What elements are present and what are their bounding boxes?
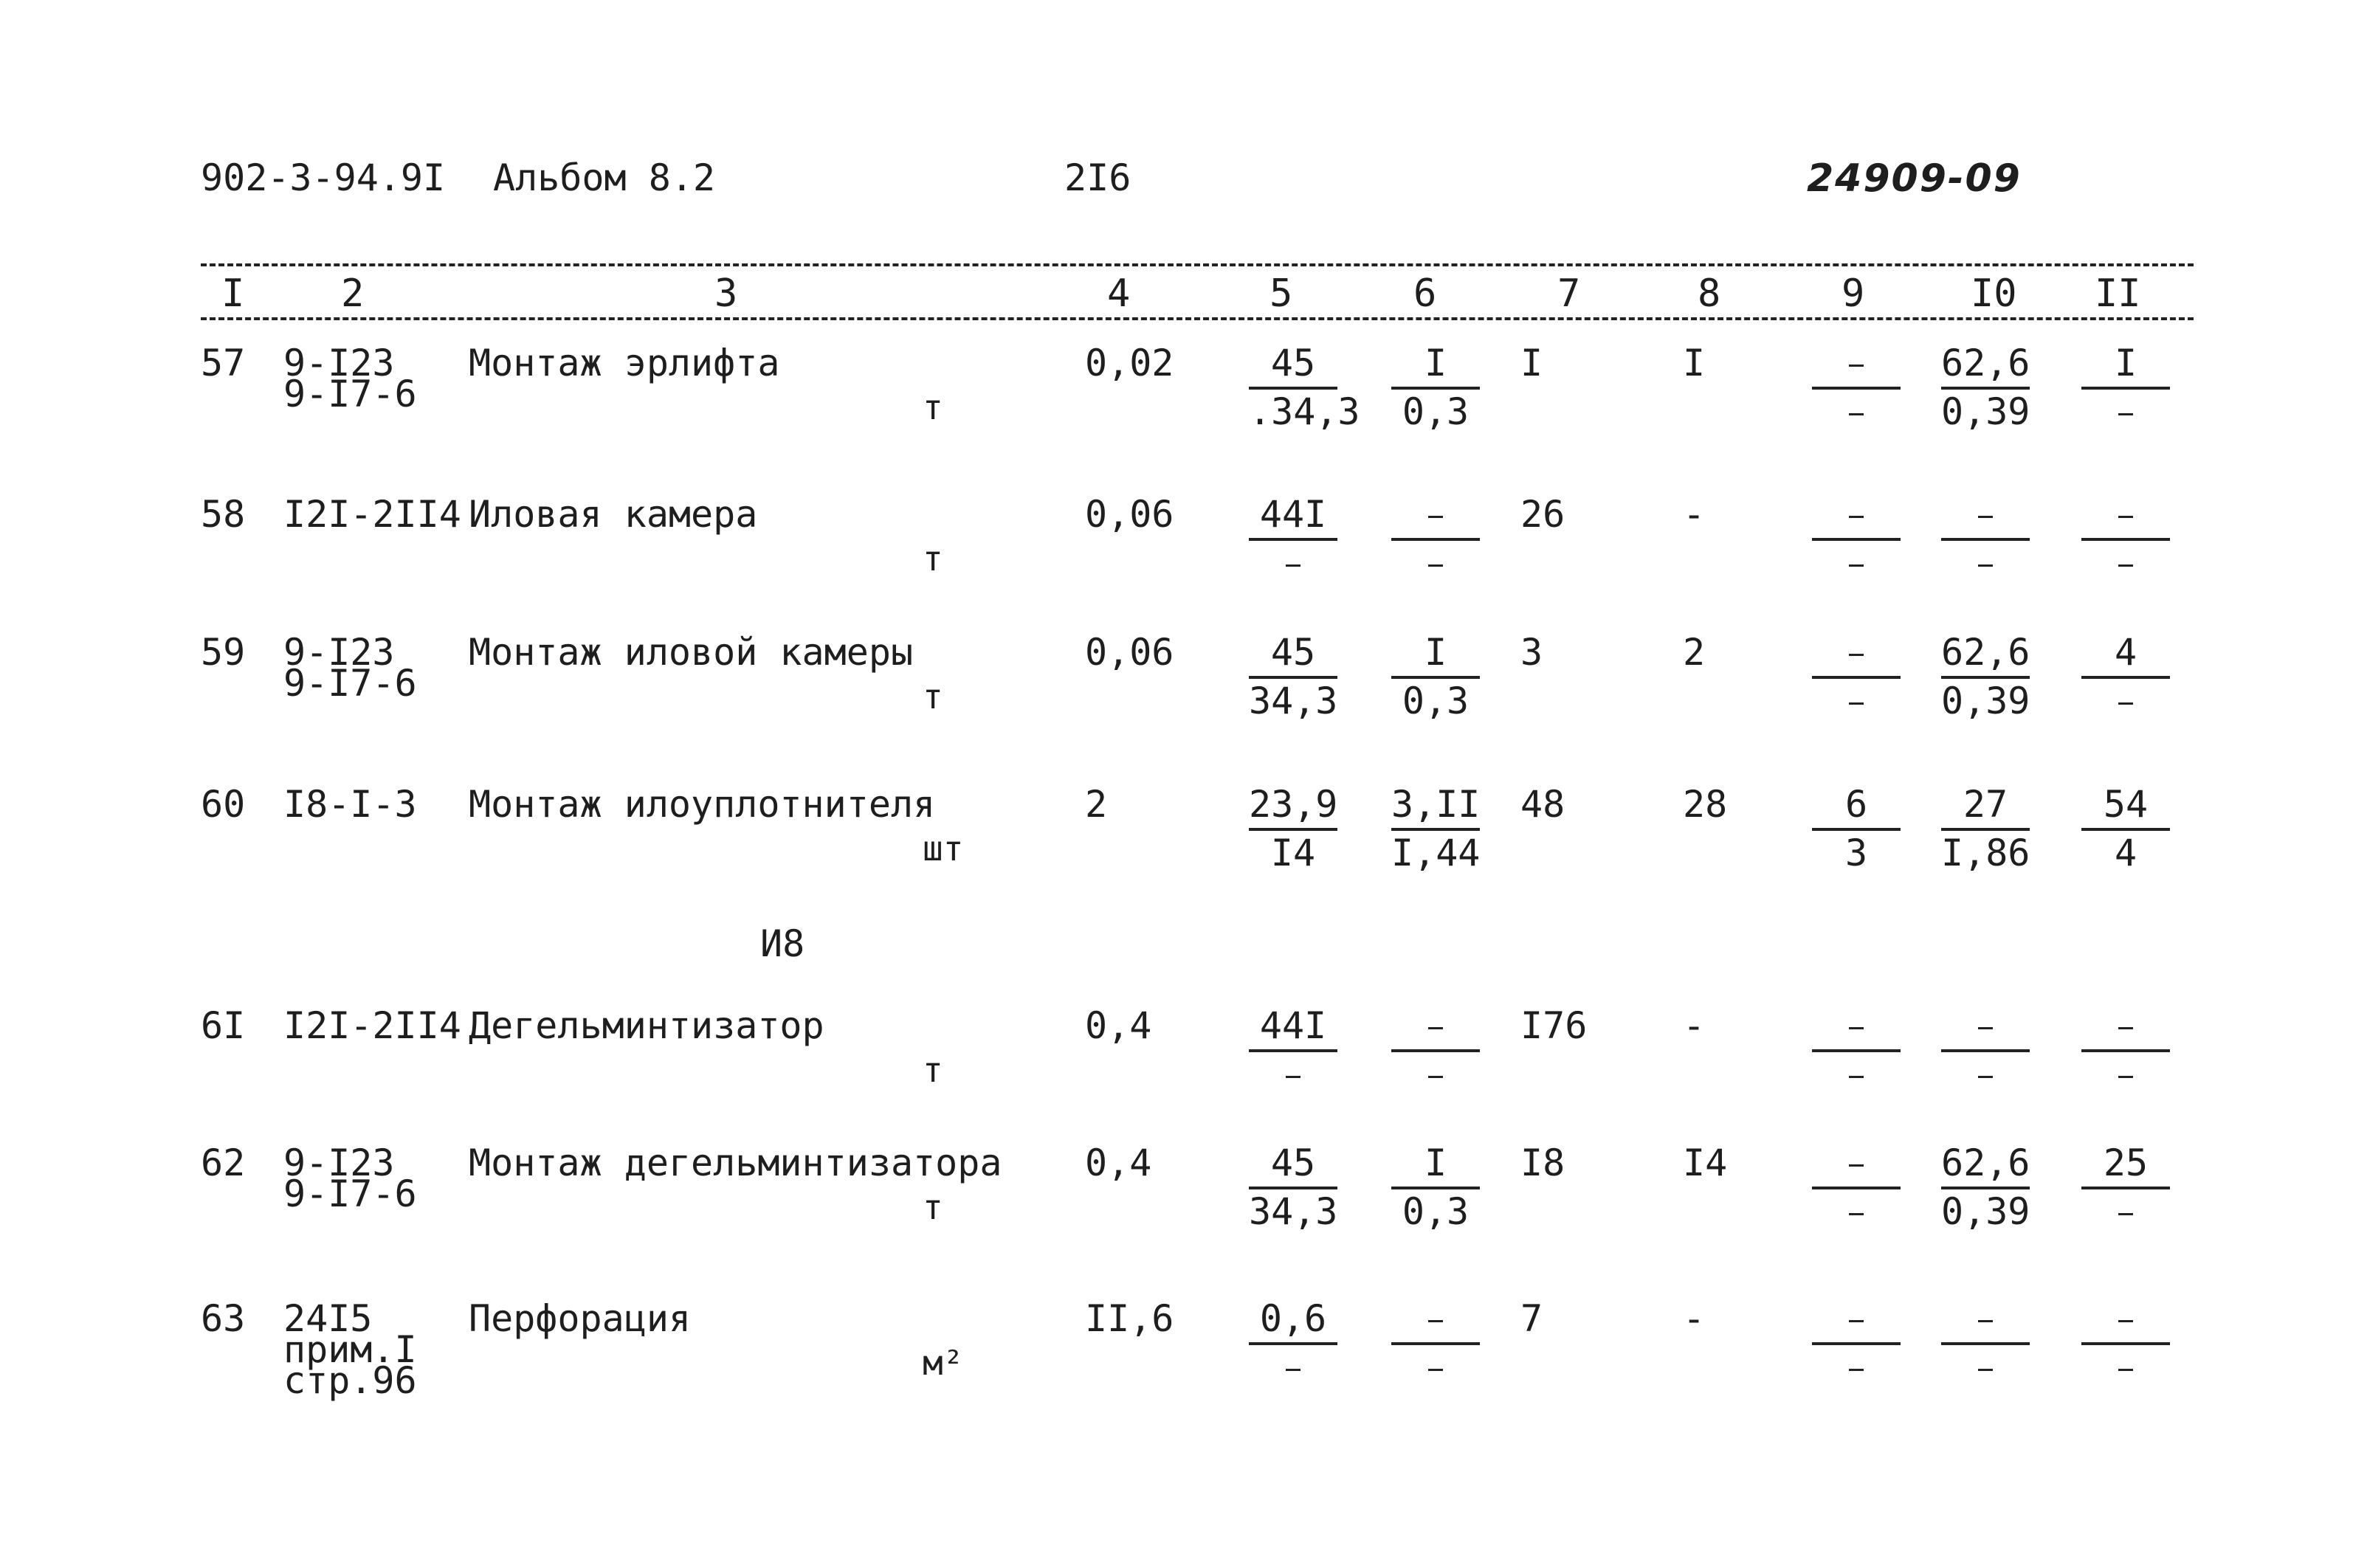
fraction-denominator: 0,3 — [1402, 680, 1470, 722]
dash-mark — [2118, 1213, 2133, 1215]
cell-col5 — [1249, 492, 1337, 585]
fraction-numerator: 27 — [1941, 782, 2030, 831]
row-code: 9-I23 — [283, 1142, 395, 1184]
dash-mark — [1849, 1369, 1864, 1371]
dash-mark — [1978, 1027, 1993, 1029]
cell-col8: I4 — [1683, 1142, 1728, 1184]
fraction-numerator: 0,6 — [1249, 1296, 1337, 1345]
dash-mark — [1849, 1213, 1864, 1215]
fraction-numerator: 45 — [1249, 341, 1337, 390]
fraction-denominator — [1249, 1345, 1337, 1389]
col-header-7: 7 — [1557, 272, 1581, 316]
cell-col8: - — [1683, 493, 1706, 536]
col-header-2: 2 — [341, 272, 365, 316]
cell-col6 — [1391, 630, 1480, 723]
fraction-denominator: I,44 — [1391, 832, 1481, 874]
fraction-numerator — [1941, 492, 2030, 541]
row-quantity: 0,06 — [1085, 493, 1174, 536]
cell-col10 — [1941, 1296, 2030, 1389]
fraction-denominator: 34,3 — [1249, 680, 1338, 722]
cell-col11 — [2081, 492, 2170, 585]
fraction-numerator: 44I — [1249, 492, 1337, 541]
fraction-numerator: 54 — [2081, 782, 2170, 831]
fraction-numerator: 45 — [1249, 1141, 1337, 1189]
dash-mark — [2118, 516, 2133, 518]
row-quantity: 2 — [1085, 783, 1108, 826]
cell-col9 — [1812, 341, 1901, 434]
cell-col9 — [1812, 630, 1901, 723]
row-name: Дегельминтизатор — [469, 1004, 824, 1047]
document-code: 902-3-94.9I — [201, 156, 446, 199]
fraction-denominator — [1812, 1345, 1901, 1389]
cell-col5 — [1249, 1296, 1337, 1389]
fraction-denominator: 0,3 — [1402, 1190, 1470, 1233]
fraction-numerator: 25 — [2081, 1141, 2170, 1189]
row-quantity: 0,02 — [1085, 342, 1174, 384]
fraction-numerator — [2081, 492, 2170, 541]
fraction-numerator: I — [2081, 341, 2170, 390]
row-number: 58 — [201, 493, 246, 536]
cell-col9 — [1812, 1004, 1901, 1096]
fraction-denominator: I,86 — [1941, 832, 2030, 874]
fraction-denominator — [1812, 1052, 1901, 1096]
cell-col6 — [1391, 1004, 1480, 1096]
fraction-denominator: 0,39 — [1941, 390, 2030, 433]
dash-mark — [1428, 1369, 1443, 1371]
cell-col11 — [2081, 1141, 2170, 1234]
col-header-11: II — [2095, 272, 2141, 316]
row-code: 9-I7-6 — [283, 662, 417, 705]
row-unit: шт — [923, 829, 964, 868]
col-header-8: 8 — [1698, 272, 1721, 316]
dash-mark — [1978, 1076, 1993, 1078]
fraction-numerator: 23,9 — [1249, 782, 1337, 831]
fraction-denominator: .34,3 — [1249, 390, 1360, 433]
dash-mark — [1286, 1076, 1300, 1078]
fraction-denominator — [1941, 1052, 2030, 1096]
row-code: I8-I-3 — [283, 783, 417, 826]
cell-col10 — [1941, 782, 2030, 875]
row-code: 9-I7-6 — [283, 373, 417, 415]
row-quantity: 0,4 — [1085, 1004, 1152, 1047]
cell-col8: I — [1683, 342, 1706, 384]
row-unit: т — [923, 539, 943, 578]
fraction-denominator — [1941, 541, 2030, 585]
fraction-denominator — [1391, 541, 1480, 585]
row-code: 9-I23 — [283, 342, 395, 384]
fraction-denominator — [2081, 679, 2170, 723]
row-quantity: 0,4 — [1085, 1142, 1152, 1184]
cell-col6 — [1391, 492, 1480, 585]
col-header-4: 4 — [1107, 272, 1131, 316]
fraction-denominator — [1249, 1052, 1337, 1096]
cell-col8: - — [1683, 1297, 1706, 1340]
fraction-denominator — [1249, 541, 1337, 585]
row-code: 9-I7-6 — [283, 1172, 417, 1215]
row-code: I2I-2II4 — [283, 1004, 461, 1047]
dash-mark — [1849, 1164, 1864, 1167]
fraction-numerator — [2081, 1004, 2170, 1052]
cell-col6 — [1391, 1296, 1480, 1389]
dash-mark — [1849, 516, 1864, 518]
cell-col11 — [2081, 630, 2170, 723]
cell-col5 — [1249, 1141, 1337, 1234]
row-quantity: II,6 — [1085, 1297, 1174, 1340]
dash-mark — [1849, 413, 1864, 415]
col-header-5: 5 — [1269, 272, 1293, 316]
fraction-denominator — [2081, 1052, 2170, 1096]
row-unit: т — [923, 677, 943, 716]
fraction-denominator: 0,3 — [1402, 390, 1470, 433]
cell-col5 — [1249, 1004, 1337, 1096]
row-code: I2I-2II4 — [283, 493, 461, 536]
dash-mark — [1428, 1076, 1443, 1078]
cell-col11 — [2081, 341, 2170, 434]
fraction-denominator: 0,39 — [1941, 680, 2030, 722]
fraction-denominator — [2081, 1189, 2170, 1234]
row-number: 62 — [201, 1142, 246, 1184]
dash-mark — [1849, 1027, 1864, 1029]
cell-col9 — [1812, 1296, 1901, 1389]
cell-col7: 48 — [1520, 783, 1565, 826]
fraction-denominator — [1941, 1345, 2030, 1389]
fraction-numerator: 62,6 — [1941, 630, 2030, 679]
fraction-numerator — [1812, 1141, 1901, 1189]
dash-mark — [2118, 1076, 2133, 1078]
fraction-denominator — [1812, 679, 1901, 723]
cell-col11 — [2081, 1296, 2170, 1389]
row-unit: т — [923, 387, 943, 427]
cell-col7: I — [1520, 342, 1543, 384]
row-unit: т — [923, 1050, 943, 1090]
album-label: Альбом 8.2 — [493, 156, 716, 199]
dash-mark — [1286, 1369, 1300, 1371]
document-number: 24909-09 — [1807, 156, 2022, 201]
fraction-denominator — [1812, 541, 1901, 585]
col-header-9: 9 — [1842, 272, 1865, 316]
row-name: Монтаж илоуплотнителя — [469, 783, 936, 826]
dash-mark — [2118, 564, 2133, 567]
cell-col8: 28 — [1683, 783, 1728, 826]
cell-col7: 26 — [1520, 493, 1565, 536]
row-number: 6I — [201, 1004, 246, 1047]
col-header-6: 6 — [1413, 272, 1437, 316]
dash-mark — [1978, 516, 1993, 518]
fraction-numerator — [1391, 1004, 1480, 1052]
cell-col7: 3 — [1520, 631, 1543, 674]
row-code: 24I5 — [283, 1297, 373, 1340]
fraction-numerator: 4 — [2081, 630, 2170, 679]
fraction-numerator: 62,6 — [1941, 341, 2030, 390]
fraction-numerator — [1812, 492, 1901, 541]
fraction-denominator: 4 — [2114, 832, 2137, 874]
fraction-numerator — [1391, 1296, 1480, 1345]
row-number: 60 — [201, 783, 246, 826]
fraction-denominator — [1812, 390, 1901, 434]
row-name: Монтаж эрлифта — [469, 342, 780, 384]
dash-mark — [1978, 1320, 1993, 1322]
dash-mark — [1978, 564, 1993, 567]
row-unit: м² — [923, 1343, 964, 1383]
row-quantity: 0,06 — [1085, 631, 1174, 674]
cell-col6 — [1391, 782, 1480, 875]
cell-col5 — [1249, 341, 1360, 434]
cell-col9 — [1812, 1141, 1901, 1234]
fraction-denominator — [2081, 1345, 2170, 1389]
row-name: Монтаж иловой камеры — [469, 631, 914, 674]
cell-col11 — [2081, 782, 2170, 875]
row-code: 9-I23 — [283, 631, 395, 674]
fraction-numerator: 45 — [1249, 630, 1337, 679]
dash-mark — [1849, 564, 1864, 567]
fraction-numerator: I — [1391, 630, 1480, 679]
header-bottom-rule — [201, 317, 2194, 320]
fraction-numerator — [1812, 1296, 1901, 1345]
dash-mark — [1849, 1320, 1864, 1322]
col-header-3: 3 — [714, 272, 738, 316]
dash-mark — [2118, 702, 2133, 705]
dash-mark — [1428, 1320, 1443, 1322]
cell-col10 — [1941, 1141, 2030, 1234]
fraction-numerator: I — [1391, 341, 1480, 390]
cell-col10 — [1941, 1004, 2030, 1096]
cell-col9 — [1812, 782, 1901, 875]
fraction-denominator — [1812, 1189, 1901, 1234]
row-name: Монтаж дегельминтизатора — [469, 1142, 1002, 1184]
row-number: 63 — [201, 1297, 246, 1340]
fraction-numerator: 44I — [1249, 1004, 1337, 1052]
cell-col6 — [1391, 341, 1480, 434]
fraction-numerator — [1941, 1004, 2030, 1052]
row-code: стр.96 — [283, 1359, 417, 1402]
cell-col5 — [1249, 782, 1337, 875]
fraction-numerator — [1941, 1296, 2030, 1345]
row-name: Иловая камера — [469, 493, 758, 536]
cell-col11 — [2081, 1004, 2170, 1096]
cell-col8: 2 — [1683, 631, 1706, 674]
section-label: И8 — [760, 922, 805, 965]
dash-mark — [2118, 1027, 2133, 1029]
dash-mark — [1428, 1027, 1443, 1029]
row-code: прим.I — [283, 1328, 417, 1371]
row-name: Перфорация — [469, 1297, 692, 1340]
fraction-numerator — [1812, 630, 1901, 679]
cell-col10 — [1941, 630, 2030, 723]
dash-mark — [1849, 1076, 1864, 1078]
cell-col5 — [1249, 630, 1337, 723]
cell-col10 — [1941, 492, 2030, 585]
row-number: 59 — [201, 631, 246, 674]
fraction-numerator — [1812, 1004, 1901, 1052]
dash-mark — [1849, 654, 1864, 656]
page-number: 2I6 — [1064, 156, 1131, 199]
dash-mark — [1428, 564, 1443, 567]
fraction-denominator: 3 — [1844, 832, 1868, 874]
fraction-numerator — [2081, 1296, 2170, 1345]
fraction-denominator: I4 — [1270, 832, 1316, 874]
dash-mark — [1428, 516, 1443, 518]
fraction-denominator — [1391, 1052, 1480, 1096]
col-header-1: I — [221, 272, 245, 316]
fraction-denominator — [2081, 541, 2170, 585]
cell-col9 — [1812, 492, 1901, 585]
dash-mark — [1849, 702, 1864, 705]
row-number: 57 — [201, 342, 246, 384]
cell-col7: 7 — [1520, 1297, 1543, 1340]
fraction-numerator: 3,II — [1391, 782, 1480, 831]
cell-col7: I76 — [1520, 1004, 1588, 1047]
col-header-10: I0 — [1971, 272, 2017, 316]
fraction-numerator: I — [1391, 1141, 1480, 1189]
row-unit: т — [923, 1187, 943, 1227]
dash-mark — [2118, 1369, 2133, 1371]
fraction-numerator — [1391, 492, 1480, 541]
fraction-denominator: 0,39 — [1941, 1190, 2030, 1233]
fraction-denominator: 34,3 — [1249, 1190, 1338, 1233]
fraction-denominator — [2081, 390, 2170, 434]
dash-mark — [2118, 413, 2133, 415]
dash-mark — [1849, 365, 1864, 367]
cell-col8: - — [1683, 1004, 1706, 1047]
cell-col7: I8 — [1520, 1142, 1565, 1184]
dash-mark — [2118, 1320, 2133, 1322]
fraction-numerator — [1812, 341, 1901, 390]
fraction-numerator: 6 — [1812, 782, 1901, 831]
dash-mark — [1978, 1369, 1993, 1371]
fraction-denominator — [1391, 1345, 1480, 1389]
dash-mark — [1286, 564, 1300, 567]
cell-col6 — [1391, 1141, 1480, 1234]
fraction-numerator: 62,6 — [1941, 1141, 2030, 1189]
header-top-rule — [201, 263, 2194, 266]
cell-col10 — [1941, 341, 2030, 434]
